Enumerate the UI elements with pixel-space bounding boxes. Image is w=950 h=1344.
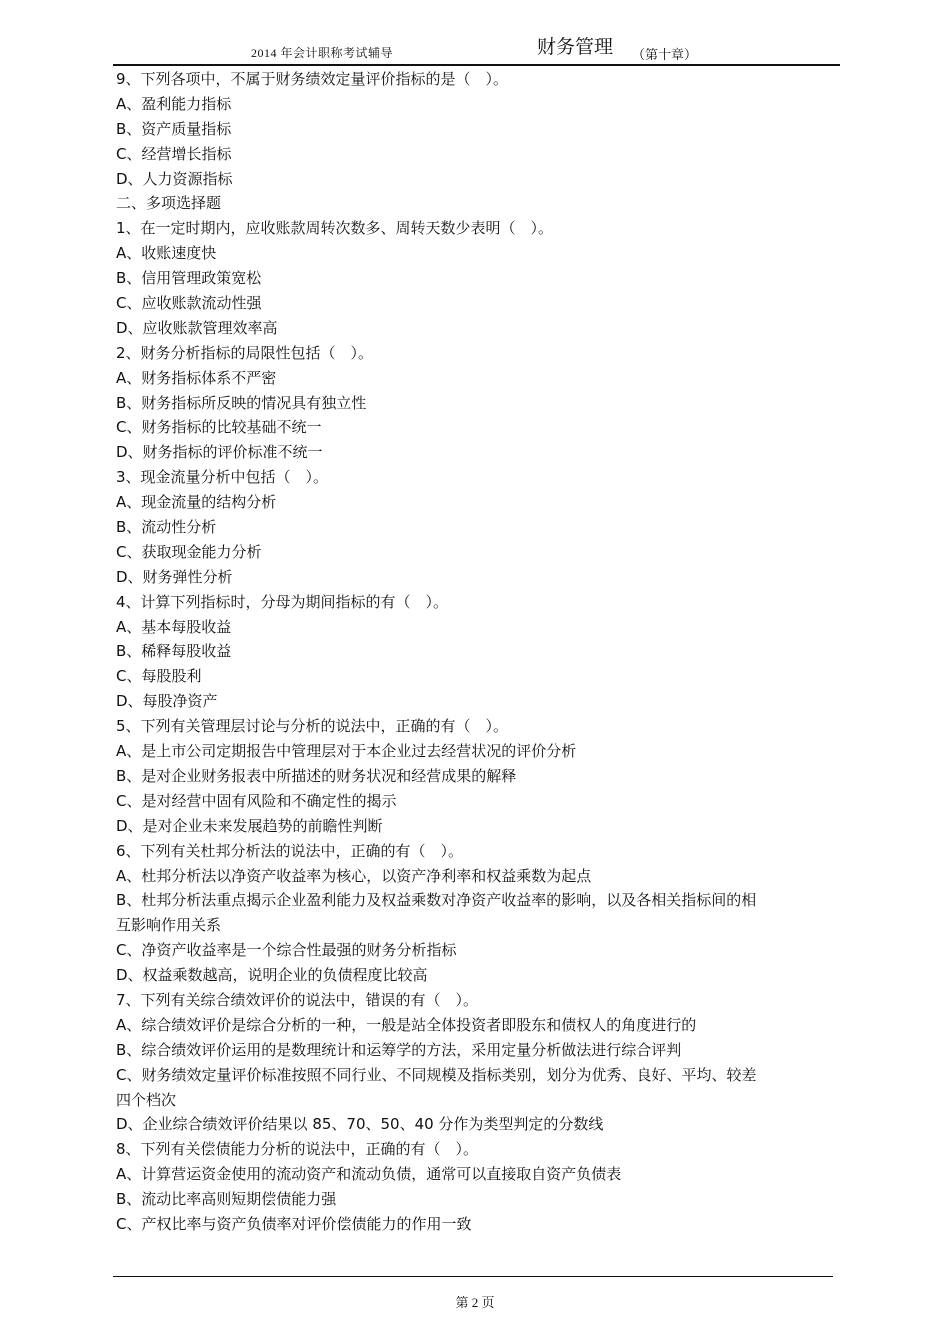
text-line: D、权益乘数越高，说明企业的负债程度比较高 [116, 966, 428, 985]
text-line: C、经营增长指标 [116, 144, 232, 163]
text-line: B、资产质量指标 [116, 119, 232, 138]
text-line: A、是上市公司定期报告中管理层对于本企业过去经营状况的评价分析 [116, 742, 577, 761]
text-line: C、每股股利 [116, 667, 202, 686]
text-line: A、财务指标体系不严密 [116, 368, 277, 387]
text-line: 3、现金流量分析中包括（ ）。 [116, 468, 329, 487]
text-line: 4、计算下列指标时，分母为期间指标的有（ ）。 [116, 592, 449, 611]
page-number: 第 2 页 [455, 1295, 495, 1310]
text-line: 8、下列有关偿债能力分析的说法中，正确的有（ ）。 [116, 1140, 479, 1159]
header-course-title: 2014 年会计职称考试辅导 [251, 46, 394, 60]
text-line: D、人力资源指标 [116, 169, 233, 188]
text-line: 二、多项选择题 [116, 194, 222, 213]
header-chapter: （第十章） [632, 47, 698, 62]
text-line: A、收账速度快 [116, 244, 217, 263]
text-line: C、产权比率与资产负债率对评价偿债能力的作用一致 [116, 1214, 472, 1233]
text-line: A、综合绩效评价是综合分析的一种，一般是站全体投资者即股东和债权人的角度进行的 [116, 1015, 697, 1034]
text-line: D、财务指标的评价标准不统一 [116, 443, 323, 462]
text-line: C、应收账款流动性强 [116, 294, 262, 313]
text-line: D、每股净资产 [116, 692, 218, 711]
text-line: B、杜邦分析法重点揭示企业盈利能力及权益乘数对净资产收益率的影响，以及各相关指标间的相 [116, 891, 757, 910]
text-line: D、应收账款管理效率高 [116, 318, 278, 337]
text-line: A、盈利能力指标 [116, 94, 232, 113]
text-line: B、综合绩效评价运用的是数理统计和运筹学的方法，采用定量分析做法进行综合评判 [116, 1040, 682, 1059]
text-line: 5、下列有关管理层讨论与分析的说法中，正确的有（ ）。 [116, 717, 509, 736]
text-line: 6、下列有关杜邦分析法的说法中，正确的有（ ）。 [116, 841, 464, 860]
text-line: 7、下列有关综合绩效评价的说法中，错误的有（ ）。 [116, 990, 479, 1009]
text-line: 1、在一定时期内，应收账款周转次数多、周转天数少表明（ ）。 [116, 219, 554, 238]
text-line: C、财务指标的比较基础不统一 [116, 418, 322, 437]
text-line: D、财务弹性分析 [116, 567, 233, 586]
text-line: B、信用管理政策宽松 [116, 269, 262, 288]
text-line: C、获取现金能力分析 [116, 542, 262, 561]
text-line: A、计算营运资金使用的流动资产和流动负债，通常可以直接取自资产负债表 [116, 1165, 622, 1184]
text-line: D、企业综合绩效评价结果以 85、70、50、40 分作为类型判定的分数线 [116, 1115, 604, 1134]
text-line: B、财务指标所反映的情况具有独立性 [116, 393, 367, 412]
text-line: 9、下列各项中，不属于财务绩效定量评价指标的是（ ）。 [116, 70, 509, 88]
text-line: B、流动比率高则短期偿债能力强 [116, 1190, 337, 1209]
text-line: B、流动性分析 [116, 518, 217, 537]
text-line: A、现金流量的结构分析 [116, 493, 277, 512]
text-line: C、是对经营中固有风险和不确定性的揭示 [116, 791, 397, 810]
text-line: D、是对企业未来发展趋势的前瞻性判断 [116, 816, 383, 835]
text-line: 四个档次 [116, 1090, 177, 1109]
header-divider [113, 64, 840, 66]
page-header [113, 30, 840, 66]
text-line: C、财务绩效定量评价标准按照不同行业、不同规模及指标类别，划分为优秀、良好、平均、较差 [116, 1065, 757, 1084]
text-line: 互影响作用关系 [116, 916, 222, 935]
text-line: 2、财务分析指标的局限性包括（ ）。 [116, 343, 374, 362]
text-line: C、净资产收益率是一个综合性最强的财务分析指标 [116, 941, 457, 960]
header-subject: 财务管理 [537, 36, 614, 58]
text-line: A、杜邦分析法以净资产收益率为核心，以资产净利率和权益乘数为起点 [116, 866, 592, 885]
footer-divider [113, 1276, 833, 1277]
text-line: B、是对企业财务报表中所描述的财务状况和经营成果的解释 [116, 766, 517, 785]
document-body [116, 67, 832, 1237]
text-line: A、基本每股收益 [116, 617, 232, 636]
text-line: B、稀释每股收益 [116, 642, 232, 661]
